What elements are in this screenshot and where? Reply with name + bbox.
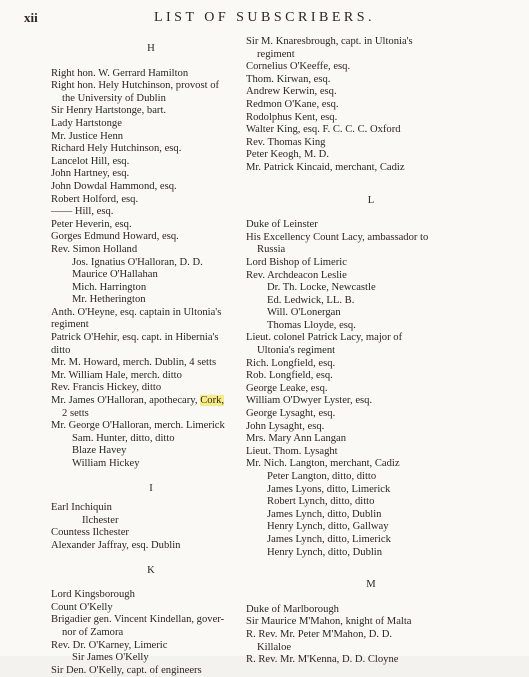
subscriber-entry: Rev. Dr. O'Karney, Limeric <box>51 639 168 651</box>
page-header <box>0 8 529 30</box>
subscriber-entry: R. Rev. Mr. M'Kenna, D. D. Cloyne <box>246 654 399 666</box>
subscriber-entry: Mr. Nich. Langton, merchant, Cadiz <box>246 458 400 470</box>
subscriber-entry <box>51 395 251 408</box>
subscriber-entry: Blaze Havey <box>72 445 127 457</box>
subscriber-entry: Cornelius O'Keeffe, esq. <box>246 61 351 73</box>
subscriber-entry: Lord Kingsborough <box>51 589 135 601</box>
subscriber-entry: Rich. Longfield, esq. <box>246 357 336 369</box>
subscriber-entry: Sir Den. O'Kelly, capt. of engineers <box>51 664 202 676</box>
subscriber-entry: Alexander Jaffray, esq. Dublin <box>51 539 181 551</box>
subscriber-entry: Rodolphus Kent, esq. <box>246 111 338 123</box>
subscriber-entry: William Hickey <box>72 458 140 469</box>
section-heading-h: H <box>147 43 155 54</box>
subscriber-entry: Right hon. W. Gerrard Hamilton <box>51 67 189 79</box>
subscriber-entry: Mr. Hetherington <box>72 294 146 306</box>
subscriber-entry: Lord Bishop of Limeric <box>246 256 347 268</box>
subscriber-entry: Rob. Longfield, esq. <box>246 370 333 382</box>
subscriber-entry: William O'Dwyer Lyster, esq. <box>246 395 373 407</box>
subscriber-entry: Earl Inchiquin <box>51 502 112 514</box>
right-column <box>246 36 496 667</box>
subscriber-entry: Mr. William Hale, merch. ditto <box>51 369 182 381</box>
subscriber-entry: Sir Maurice M'Mahon, knight of Malta <box>246 616 412 628</box>
subscriber-entry: Robert Holford, esq. <box>51 193 139 205</box>
subscriber-entry: James Lynch, ditto, Limerick <box>267 533 391 545</box>
subscriber-entry-continuation: regiment <box>257 48 295 60</box>
subscriber-entry: Mr. M. Howard, merch. Dublin, 4 setts <box>51 357 217 369</box>
subscriber-entry: Thom. Kirwan, esq. <box>246 73 331 85</box>
subscriber-entry: His Excellency Count Lacy, ambassador to <box>246 231 429 243</box>
subscriber-entry: Ilchester <box>82 514 119 526</box>
subscriber-entry: Henry Lynch, ditto, Gallway <box>267 521 389 533</box>
subscriber-entry: Mr. Patrick Kincaid, merchant, Cadiz <box>246 161 405 173</box>
subscriber-entry: Sir M. Knaresbrough, capt. in Ultonia's <box>246 36 413 47</box>
subscriber-entry-continuation: ditto <box>51 344 71 356</box>
subscriber-entry: Dr. Th. Locke, Newcastle <box>267 282 376 294</box>
subscriber-entry: Jos. Ignatius O'Halloran, D. D. <box>72 256 203 268</box>
subscriber-entry: Will. O'Lonergan <box>267 307 341 319</box>
subscriber-entry: Andrew Kerwin, esq. <box>246 86 337 98</box>
subscriber-entry: Duke of Leinster <box>246 219 318 231</box>
subscriber-entry-continuation: Russia <box>257 244 286 256</box>
subscriber-entry: Sir James O'Kelly <box>72 652 149 664</box>
subscriber-entry: Mrs. Mary Ann Langan <box>246 433 347 445</box>
subscriber-entry-continuation: the University of Dublin <box>62 92 166 104</box>
page-title: LIST OF SUBSCRIBERS. <box>153 10 376 25</box>
subscriber-entry: Peter Langton, ditto, ditto <box>267 471 377 482</box>
subscriber-entry: Anth. O'Heyne, esq. captain in Ultonia's <box>51 306 222 318</box>
subscriber-entry: Ed. Ledwick, LL. B. <box>267 294 355 306</box>
subscriber-entry: Maurice O'Hallahan <box>72 269 158 281</box>
section-heading-k: K <box>147 564 155 576</box>
subscriber-entry: Lancelot Hill, esq. <box>51 155 130 167</box>
section-heading-m: M <box>366 579 376 591</box>
subscriber-entry: Robert Lynch, ditto, ditto <box>267 496 375 508</box>
subscriber-entry: Lieut. Thom. Lysaght <box>246 445 338 457</box>
subscriber-entry: Duke of Marlborough <box>246 603 339 615</box>
subscriber-entry: Rev. Simon Holland <box>51 243 138 255</box>
subscriber-entry: Richard Hely Hutchinson, esq. <box>51 143 182 155</box>
subscriber-entry: Patrick O'Hehir, esq. capt. in Hibernia's <box>51 332 219 344</box>
subscriber-entry: John Lysaght, esq. <box>246 420 325 432</box>
subscriber-entry: Rev. Thomas King <box>246 136 326 148</box>
subscriber-entry: Walter King, esq. F. C. C. C. Oxford <box>246 124 401 136</box>
subscriber-entry: Brigadier gen. Vincent Kindellan, gover- <box>51 614 225 626</box>
subscriber-entry: James Lyons, ditto, Limerick <box>267 483 391 495</box>
left-column <box>51 36 251 677</box>
subscriber-entry: John Hartney, esq. <box>51 168 130 180</box>
subscriber-entry: Thomas Lloyde, esq. <box>267 319 356 331</box>
subscriber-entry-continuation: nor of Zamora <box>62 626 124 638</box>
section-heading-l: L <box>367 194 375 206</box>
subscriber-entry-continuation: Killaloe <box>257 641 292 653</box>
subscriber-entry: Henry Lynch, ditto, Dublin <box>267 546 383 558</box>
page-number: xii <box>24 10 38 25</box>
subscriber-entry: George Lysaght, esq. <box>246 408 336 420</box>
subscriber-entry: Count O'Kelly <box>51 601 113 613</box>
subscriber-entry: Mich. Harrington <box>72 281 147 293</box>
subscriber-entry: Peter Heverin, esq. <box>51 218 132 230</box>
subscriber-entry: John Dowdal Hammond, esq. <box>51 180 177 192</box>
subscriber-entry: R. Rev. Mr. Peter M'Mahon, D. D. <box>246 628 392 640</box>
highlighted-text: Cork, <box>200 395 225 407</box>
subscriber-entry: Rev. Francis Hickey, ditto <box>51 382 162 394</box>
subscriber-entry: Mr. George O'Halloran, merch. Limerick <box>51 420 225 432</box>
subscriber-entry: James Lynch, ditto, Dublin <box>267 508 382 520</box>
entry-text: Mr. James O'Halloran, apothecary, <box>51 395 201 407</box>
section-heading-i: I <box>149 482 153 494</box>
subscriber-entry-continuation: 2 setts <box>62 407 89 419</box>
subscriber-entry: George Leake, esq. <box>246 382 328 394</box>
subscriber-entry: Sir Henry Hartstonge, bart. <box>51 105 167 117</box>
subscriber-entry: Right hon. Hely Hutchinson, provost of <box>51 80 220 92</box>
subscriber-entry: Mr. Justice Henn <box>51 130 124 142</box>
subscriber-entry: Lieut. colonel Patrick Lacy, major of <box>246 332 403 344</box>
subscriber-entry: Peter Keogh, M. D. <box>246 149 329 161</box>
subscriber-entry: Sam. Hunter, ditto, ditto <box>72 432 175 444</box>
subscriber-entry-continuation: regiment <box>51 319 89 331</box>
subscriber-entry: Redmon O'Kane, esq. <box>246 98 339 110</box>
subscriber-entry: —— Hill, esq. <box>51 206 114 218</box>
subscriber-entry: Lady Hartstonge <box>51 117 122 129</box>
subscriber-entry-continuation: Ultonia's regiment <box>257 345 336 357</box>
subscriber-entry: Rev. Archdeacon Leslie <box>246 269 347 281</box>
subscriber-entry: Countess Ilchester <box>51 527 129 539</box>
subscriber-entry: Gorges Edmund Howard, esq. <box>51 231 179 243</box>
